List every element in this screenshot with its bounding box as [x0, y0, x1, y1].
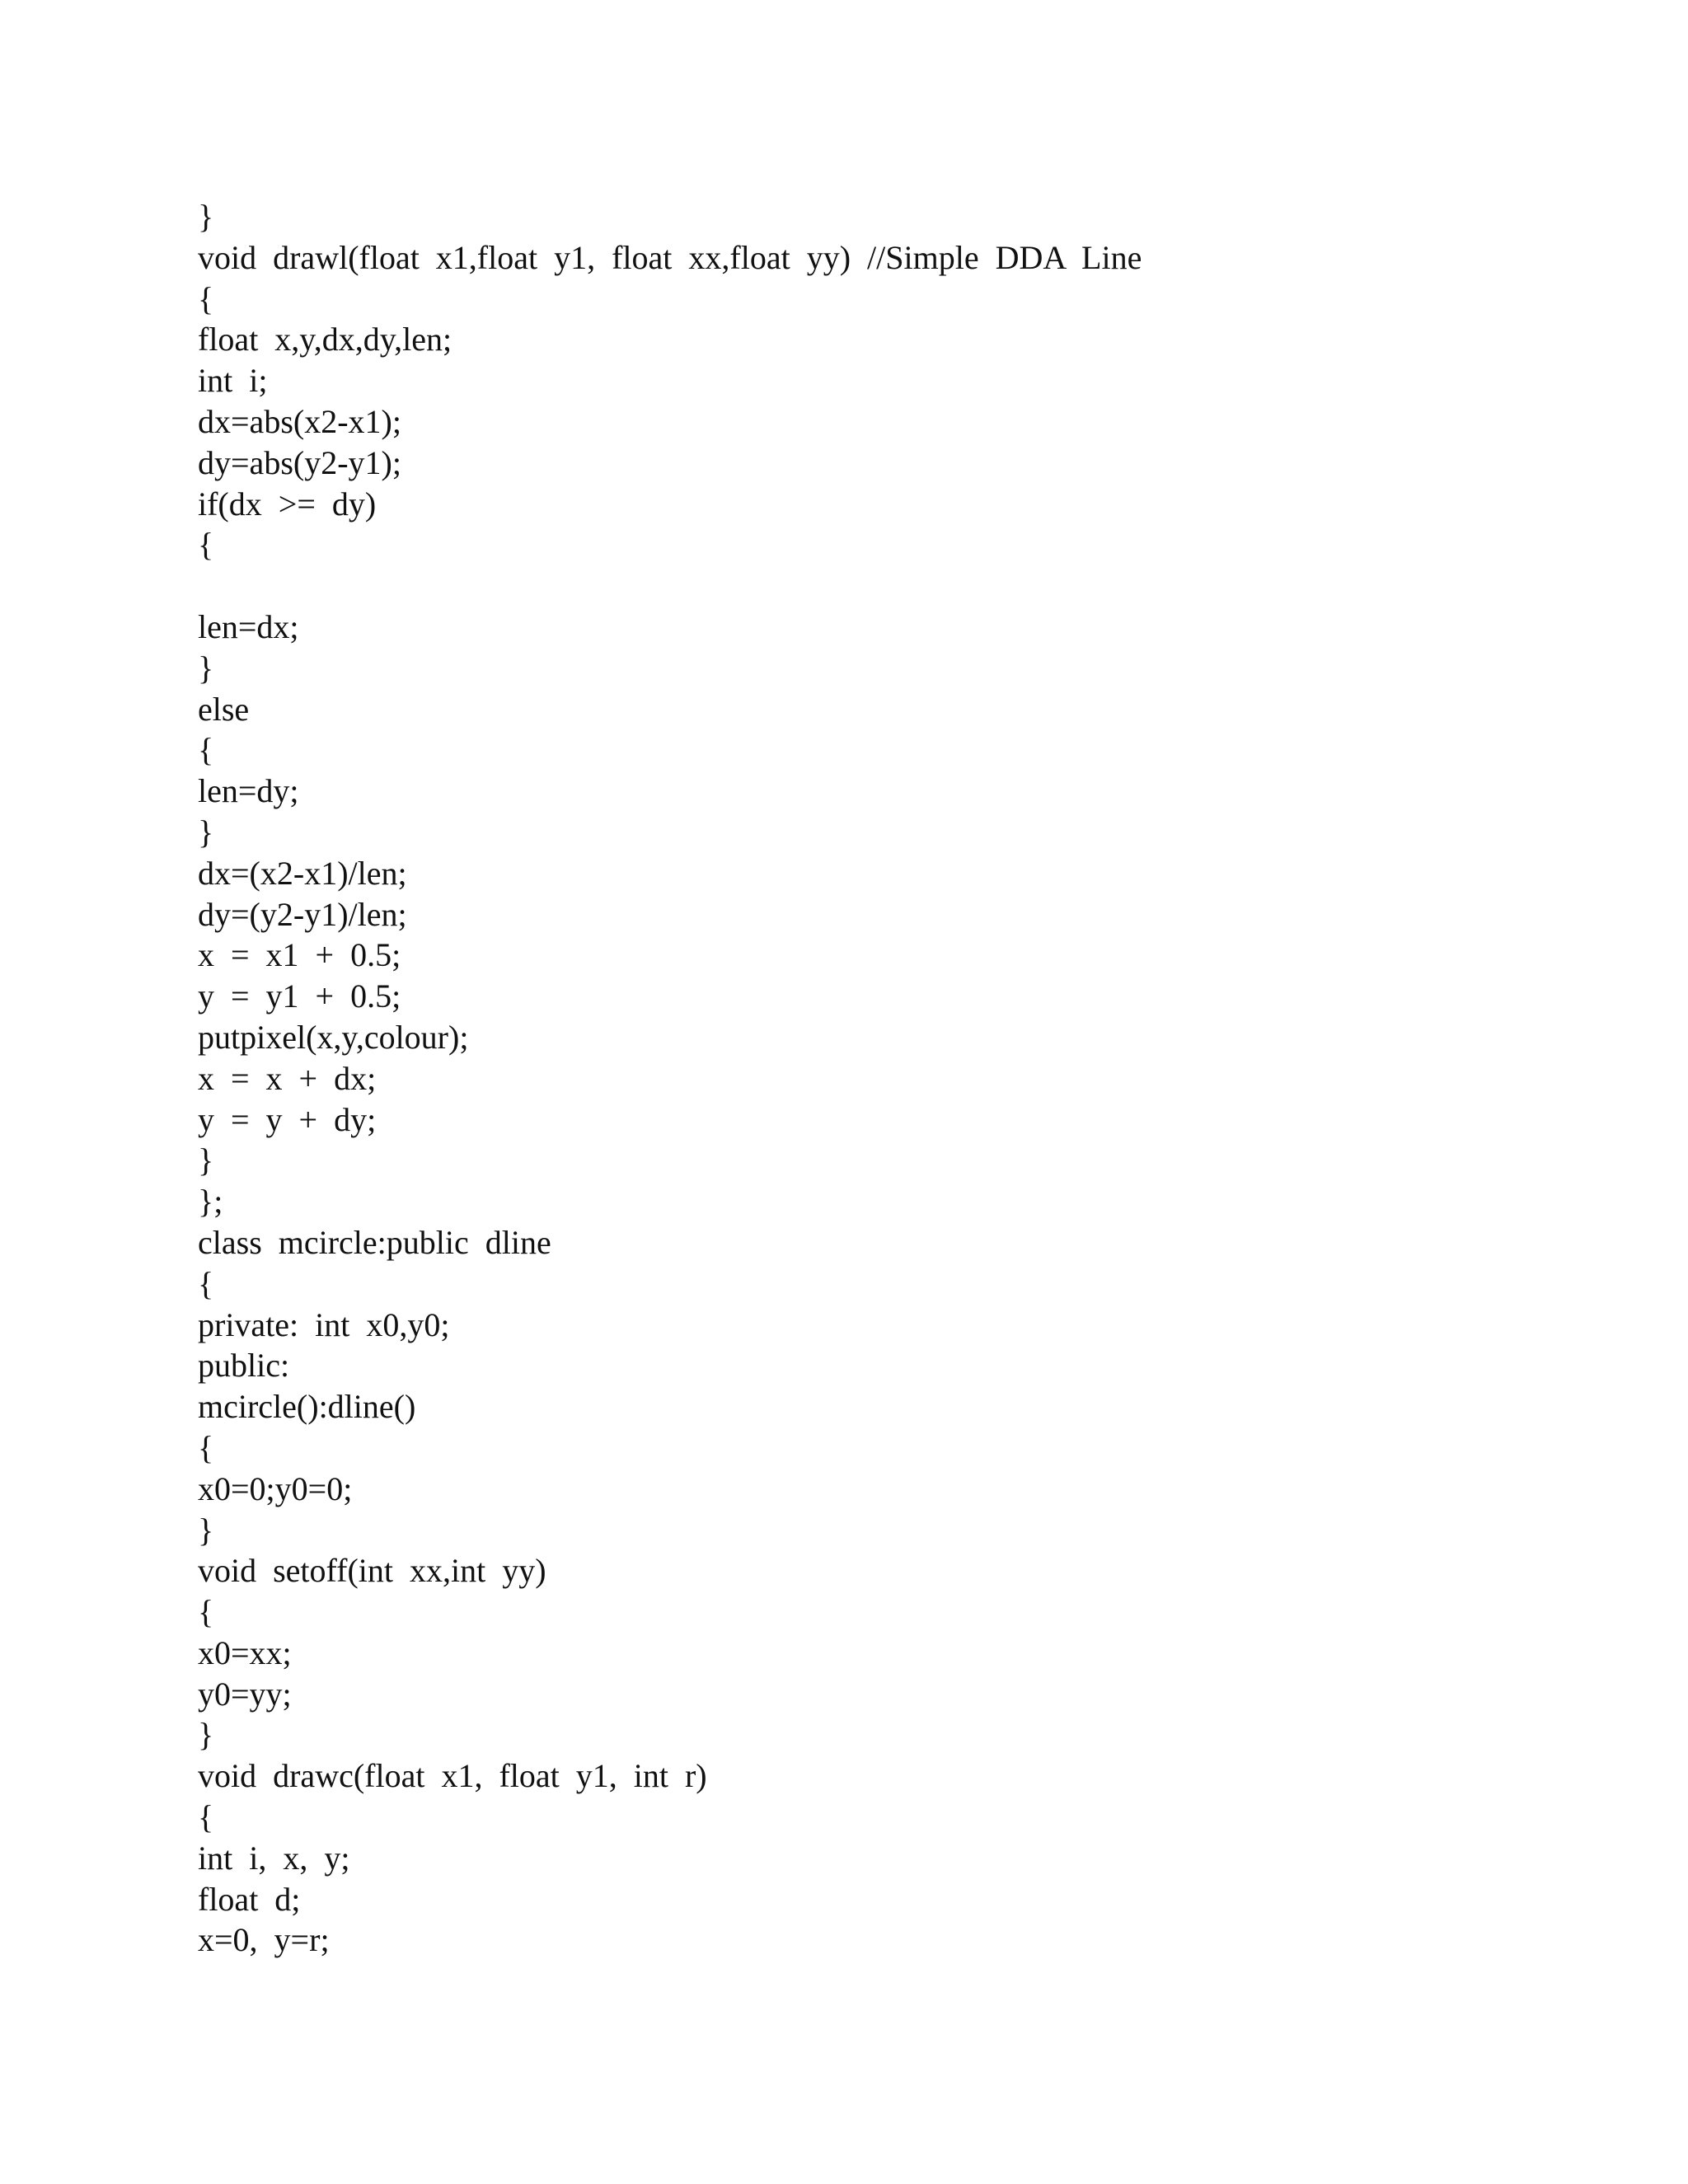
- code-line: dy=abs(y2-y1);: [198, 443, 401, 481]
- code-line: {: [198, 731, 214, 769]
- code-line: {: [198, 1593, 214, 1631]
- code-line: if(dx >= dy): [198, 485, 377, 523]
- code-line: }: [198, 649, 214, 687]
- code-line: class mcircle:public dline: [198, 1223, 551, 1261]
- code-line: float x,y,dx,dy,len;: [198, 321, 452, 359]
- code-line: y0=yy;: [198, 1675, 292, 1713]
- code-line: x = x + dx;: [198, 1059, 377, 1097]
- code-line: x0=0;y0=0;: [198, 1469, 353, 1507]
- code-line: putpixel(x,y,colour);: [198, 1018, 469, 1056]
- code-line: dx=abs(x2-x1);: [198, 402, 401, 440]
- code-line: void setoff(int xx,int yy): [198, 1552, 546, 1590]
- code-line: int i, x, y;: [198, 1839, 350, 1877]
- code-line: }: [198, 813, 214, 851]
- code-line: x=0, y=r;: [198, 1921, 330, 1959]
- code-line: {: [198, 279, 214, 317]
- code-line: void drawc(float x1, float y1, int r): [198, 1757, 707, 1795]
- code-line: else: [198, 690, 250, 728]
- code-line: len=dx;: [198, 607, 299, 645]
- code-line: }: [198, 198, 214, 235]
- code-line: int i;: [198, 362, 268, 400]
- code-line: {: [198, 1264, 214, 1302]
- code-line: }: [198, 1511, 214, 1549]
- code-line: {: [198, 1798, 214, 1836]
- code-line: {: [198, 1428, 214, 1466]
- code-line: float d;: [198, 1880, 301, 1918]
- code-line: }: [198, 1141, 214, 1179]
- code-line: mcircle():dline(): [198, 1388, 416, 1426]
- blank-line: [198, 565, 1517, 607]
- code-line: };: [198, 1183, 223, 1221]
- code-listing: [198, 196, 1517, 1961]
- code-line: }: [198, 1716, 214, 1754]
- code-line: dx=(x2-x1)/len;: [198, 854, 407, 892]
- code-line: void drawl(float x1,float y1, float xx,float yy) //Simple DDA Line: [198, 238, 1142, 276]
- code-line: len=dy;: [198, 772, 299, 810]
- code-line: {: [198, 526, 214, 564]
- code-line: public:: [198, 1347, 290, 1385]
- code-line: y = y1 + 0.5;: [198, 977, 401, 1015]
- code-line: dy=(y2-y1)/len;: [198, 895, 407, 933]
- code-line: x0=xx;: [198, 1633, 292, 1671]
- code-line: private: int x0,y0;: [198, 1305, 450, 1343]
- code-line: x = x1 + 0.5;: [198, 936, 401, 974]
- code-line: y = y + dy;: [198, 1100, 377, 1138]
